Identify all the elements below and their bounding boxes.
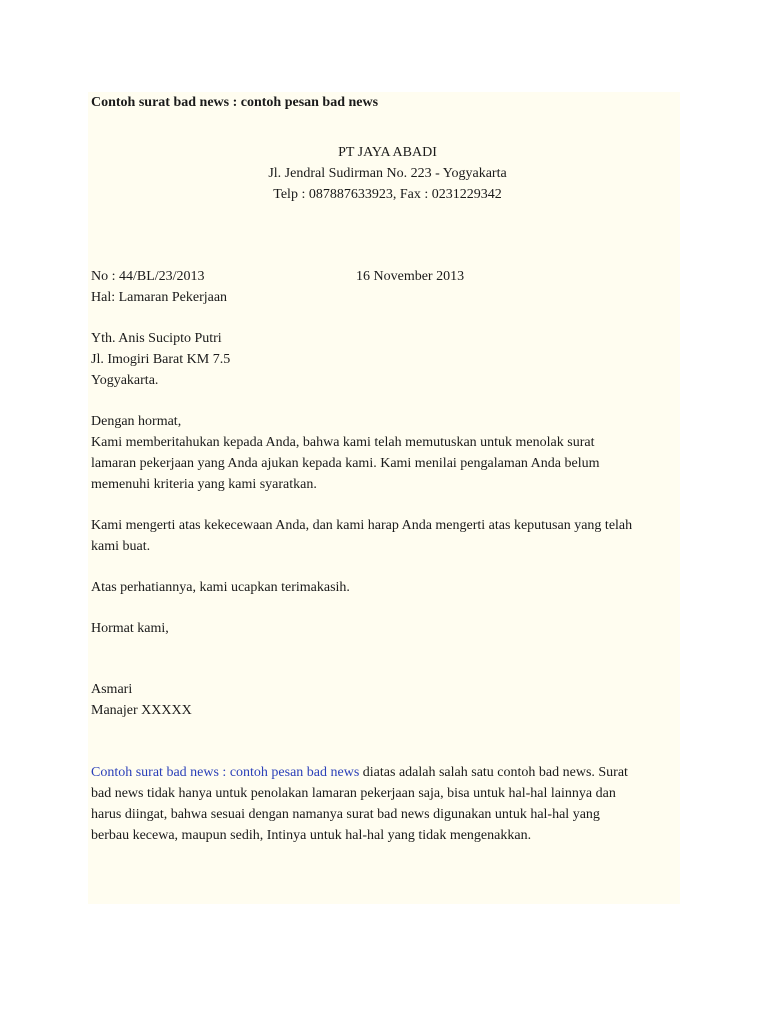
letter-date: 16 November 2013 [356, 269, 465, 284]
letter-subject: Hal: Lamaran Pekerjaan [91, 290, 228, 305]
commentary-first-line [91, 762, 676, 783]
article-link[interactable]: Contoh surat bad news : contoh pesan bad news [91, 765, 360, 780]
commentary-line: harus diingat, bahwa sesuai dengan namanya surat bad news digunakan untuk hal-hal yang [91, 807, 600, 822]
signatory-position: Manajer XXXXX [91, 703, 192, 718]
document-content [91, 92, 676, 846]
reference-row [91, 266, 676, 287]
letterhead-contact: Telp : 087887633923, Fax : 0231229342 [273, 187, 502, 202]
commentary-text: diatas adalah salah satu contoh bad news. Surat [359, 765, 628, 780]
signatory-name: Asmari [91, 682, 133, 697]
paragraph-3: Atas perhatiannya, kami ucapkan terimakasih. [91, 580, 350, 595]
paragraph-1-line: Kami memberitahukan kepada Anda, bahwa kami telah memutuskan untuk menolak surat [91, 435, 595, 450]
page-title: Contoh surat bad news : contoh pesan bad news [91, 95, 379, 110]
paragraph-1-line: lamaran pekerjaan yang Anda ajukan kepada kami. Kami menilai pengalaman Anda belum [91, 456, 600, 471]
letterhead-company: PT JAYA ABADI [338, 145, 437, 160]
paragraph-2-line: Kami mengerti atas kekecewaan Anda, dan kami harap Anda mengerti atas keputusan yang telah [91, 518, 633, 533]
letterhead-address: Jl. Jendral Sudirman No. 223 - Yogyakarta [268, 166, 507, 181]
commentary-line: berbau kecewa, maupun sedih, Intinya untuk hal-hal yang tidak mengenakkan. [91, 828, 532, 843]
paragraph-1-line: memenuhi kriteria yang kami syaratkan. [91, 477, 317, 492]
recipient-street: Jl. Imogiri Barat KM 7.5 [91, 352, 231, 367]
salutation: Dengan hormat, [91, 414, 182, 429]
recipient-city: Yogyakarta. [91, 373, 159, 388]
commentary-line: bad news tidak hanya untuk penolakan lamaran pekerjaan saja, bisa untuk hal-hal lainnya dan [91, 786, 616, 801]
recipient-name: Yth. Anis Sucipto Putri [91, 331, 222, 346]
paragraph-2-line: kami buat. [91, 539, 151, 554]
letter-number: No : 44/BL/23/2013 [91, 269, 205, 284]
closing: Hormat kami, [91, 621, 169, 636]
